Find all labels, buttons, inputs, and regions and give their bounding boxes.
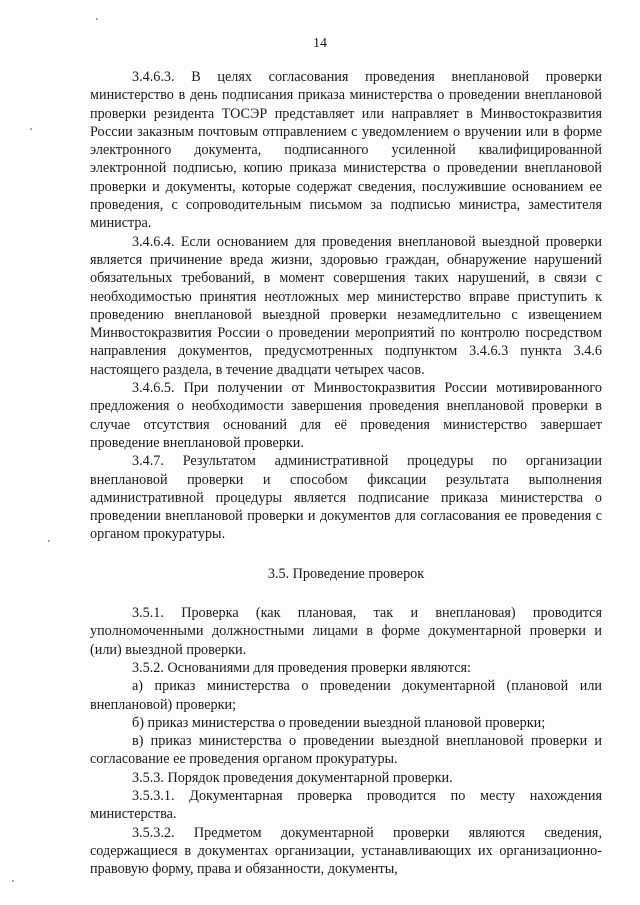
scan-speck xyxy=(96,18,98,20)
paragraph-3-4-6-4: 3.4.6.4. Если основанием для проведения внеплановой выездной проверки является причинение вреда жизни, здоровью граждан, обнаружение нарушений обязательных требований, в момент совершения таких нарушений, в связи с необходимостью принятия неотложных мер министерство вправе приступить к проведению внеплановой выездной проверки незамедлительно с извещением Минвостокразвития России о проведении мероприятий по контролю посредством направления документов, предусмотренных подпунктом 3.4.6.3 пункта 3.4.6 настоящего раздела, в течение двадцати четырех часов. xyxy=(90,233,602,378)
scan-speck xyxy=(12,880,14,882)
document-body xyxy=(90,68,602,878)
paragraph-3-5-3-2: 3.5.3.2. Предметом документарной проверки являются сведения, содержащиеся в документах организации, устанавливающих их организационно-правовую форму, права и обязанности, документы, xyxy=(90,824,602,878)
paragraph-3-5-2: 3.5.2. Основаниями для проведения проверки являются: xyxy=(132,659,471,676)
list-item-c: в) приказ министерства о проведении выездной внеплановой проверки и согласование ее проведения органом прокуратуры. xyxy=(90,733,602,768)
scan-speck xyxy=(48,540,50,542)
section-heading: 3.5. Проведение проверок xyxy=(267,565,425,582)
page-number: 14 xyxy=(313,36,327,51)
list-item-b: б) приказ министерства о проведении выездной плановой проверки; xyxy=(132,714,546,731)
paragraph-3-4-7: 3.4.7. Результатом административной процедуры по организации внеплановой проверки и способом фиксации результата выполнения административной процедуры является подписание приказа министерства о проведении внеплановой проверки и документов для согласования ее проведения с органом прокуратуры. xyxy=(90,453,602,543)
paragraph-3-5-3-1: 3.5.3.1. Документарная проверка проводится по месту нахождения министерства. xyxy=(90,787,602,823)
scan-speck xyxy=(30,128,32,130)
list-item-a: а) приказ министерства о проведении документарной (плановой или внеплановой) проверки; xyxy=(90,678,602,713)
paragraph-3-5-3: 3.5.3. Порядок проведения документарной проверки. xyxy=(132,769,453,786)
paragraph-3-5-1: 3.5.1. Проверка (как плановая, так и внеплановая) проводится уполномоченными должностными лицами в форме документарной проверки и (или) выездной проверки. xyxy=(90,605,602,658)
paragraph-3-4-6-5: 3.4.6.5. При получении от Минвостокразвития России мотивированного предложения о необходимости завершения проведения внеплановой проверки в случае отсутствия оснований для её проведения министерство завершает проведение внеплановой проверки. xyxy=(90,380,602,451)
paragraph-3-4-6-3: 3.4.6.3. В целях согласования проведения внеплановой проверки министерство в день подписания приказа министерства о проведении внеплановой проверки резидента ТОСЭР представляет или направляет в Минвостокразвития России заказным почтовым отправлением с уведомлением о вручении или в форме электронного документа, подписанного усиленной квалифицированной электронной подписью, копию приказа министерства о проведении внеплановой проверки и документы, которые содержат сведения, послужившие основанием ее проведения, с сопроводительным письмом за подписью министра, заместителя министра. xyxy=(90,69,602,232)
